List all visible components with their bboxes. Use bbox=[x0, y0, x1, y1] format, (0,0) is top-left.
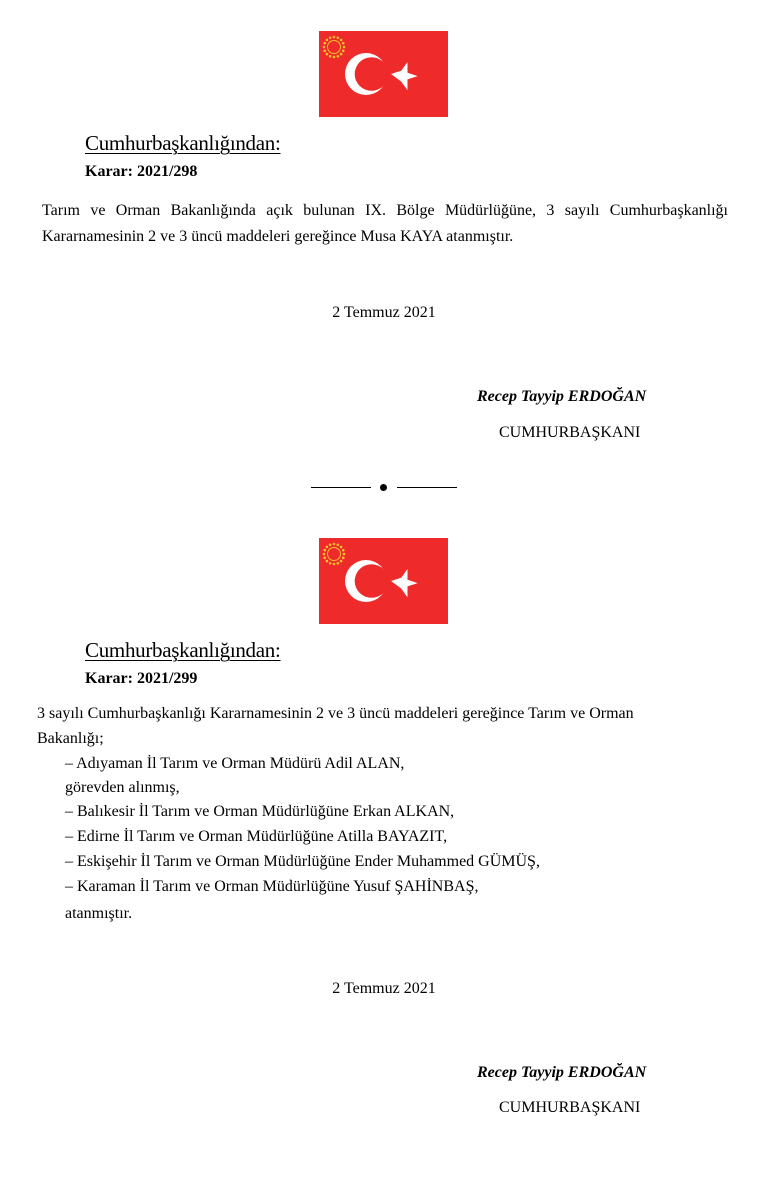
list-item: – Eskişehir İl Tarım ve Orman Müdürlüğüne Ender Muhammed GÜMÜŞ, bbox=[65, 853, 540, 870]
issuer-heading: Cumhurbaşkanlığından: bbox=[85, 131, 281, 155]
dismissed-label: görevden alınmış, bbox=[65, 779, 180, 796]
signer-name: Recep Tayyip ERDOĞAN bbox=[477, 388, 647, 405]
presidential-flag bbox=[319, 31, 448, 117]
flag-emblem-icon bbox=[319, 31, 448, 117]
decision-date: 2 Temmuz 2021 bbox=[332, 980, 436, 997]
list-item: – Edirne İl Tarım ve Orman Müdürlüğüne Atilla BAYAZIT, bbox=[65, 828, 448, 845]
issuer-heading: Cumhurbaşkanlığından: bbox=[85, 638, 281, 662]
bullet-dot-icon bbox=[380, 484, 387, 491]
decision-number: Karar: 2021/298 bbox=[85, 163, 198, 180]
signer-title: CUMHURBAŞKANI bbox=[499, 424, 641, 441]
list-item: – Karaman İl Tarım ve Orman Müdürlüğüne Yusuf ŞAHİNBAŞ, bbox=[65, 878, 479, 895]
decision-date: 2 Temmuz 2021 bbox=[332, 304, 436, 321]
decision-number: Karar: 2021/299 bbox=[85, 670, 198, 687]
signer-title: CUMHURBAŞKANI bbox=[499, 1099, 641, 1116]
flag-emblem-icon bbox=[319, 538, 448, 624]
section-separator bbox=[311, 480, 457, 494]
list-item: – Balıkesir İl Tarım ve Orman Müdürlüğüne Erkan ALKAN, bbox=[65, 803, 455, 820]
decision-body: Tarım ve Orman Bakanlığında açık bulunan IX. Bölge Müdürlüğüne, 3 sayılı Cumhurbaşkanlığı Kararnamesinin 2 ve 3 üncü maddeleri gereğince Musa KAYA atanmıştır. bbox=[42, 202, 728, 245]
appointed-label: atanmıştır. bbox=[65, 905, 133, 922]
signer-name: Recep Tayyip ERDOĞAN bbox=[477, 1064, 647, 1081]
presidential-flag bbox=[319, 538, 448, 624]
decision-intro-cont: Bakanlığı; bbox=[37, 730, 104, 747]
decision-intro: 3 sayılı Cumhurbaşkanlığı Kararnamesinin 2 ve 3 üncü maddeleri gereğince Tarım ve Orman bbox=[37, 705, 634, 722]
list-item: – Adıyaman İl Tarım ve Orman Müdürü Adil ALAN, bbox=[65, 755, 405, 772]
